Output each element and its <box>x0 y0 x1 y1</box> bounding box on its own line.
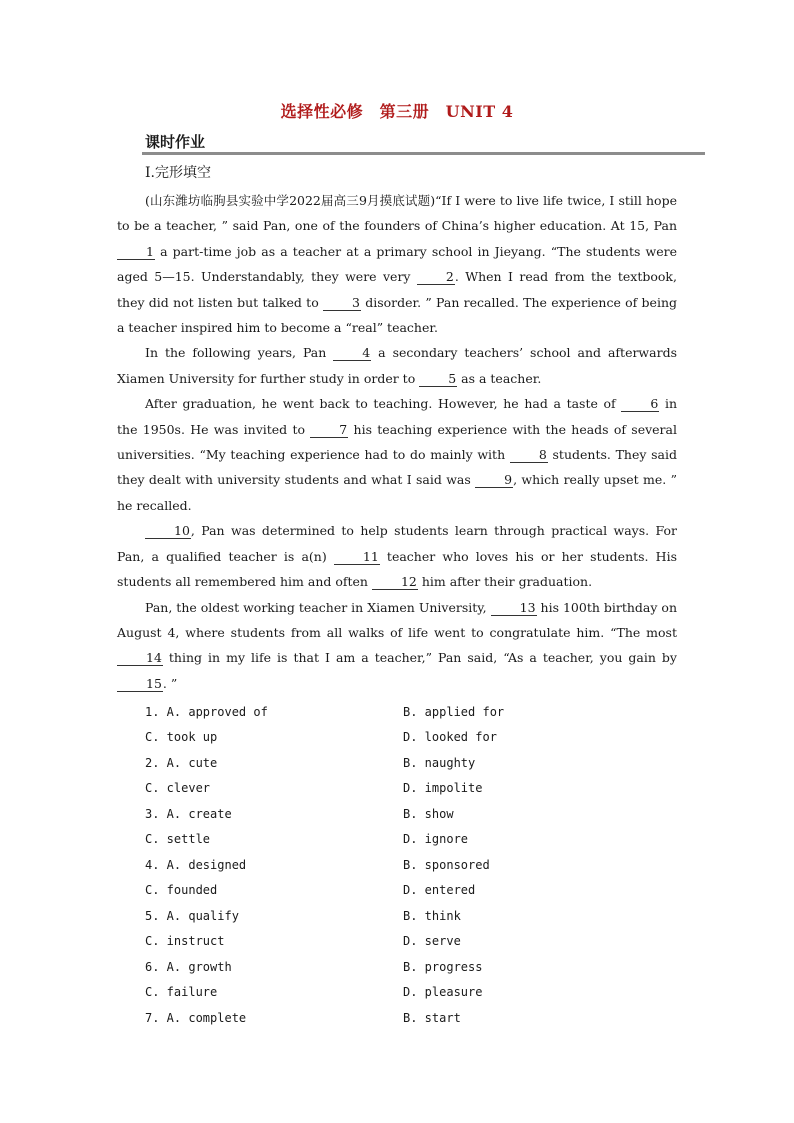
blank-5[interactable]: 5 <box>419 372 457 387</box>
option-left[interactable]: C. took up <box>145 730 218 745</box>
option-left[interactable]: C. founded <box>145 883 218 898</box>
blank-15[interactable]: 15 <box>117 677 163 692</box>
blank-12[interactable]: 12 <box>372 575 418 590</box>
part-heading: Ⅰ.完形填空 <box>145 165 211 181</box>
option-left[interactable]: 3. A. create <box>145 806 232 821</box>
option-right[interactable]: B. think <box>403 908 461 923</box>
option-left[interactable]: 2. A. cute <box>145 755 218 770</box>
passage-source: (山东潍坊临朐县实验中学2022届高三9月摸底试题) <box>145 193 436 208</box>
option-row <box>145 801 685 827</box>
passage-paragraph-1: (山东潍坊临朐县实验中学2022届高三9月摸底试题)“If I were to live life twice, I still hope to be a teacher, ” said Pan, one of the founders of China’s higher education. At 15, Pan 1 a part-time job as a teacher at a primary school in Jieyang. “The students were aged 5—15. Understandably, they were very 2. When I read from the textbook, they did not listen but talked to 3 disorder. ” Pan recalled. The experience of being a teacher inspired him to become a “real” teacher. <box>117 193 678 336</box>
option-left[interactable]: 6. A. growth <box>145 959 232 974</box>
answer-options <box>145 699 685 1031</box>
option-row <box>145 878 685 904</box>
option-row <box>145 903 685 929</box>
option-left[interactable]: C. failure <box>145 985 218 1000</box>
passage-paragraph-5: Pan, the oldest working teacher in Xiamen University, 13 his 100th birthday on August 4, where students from all walks of life went to congratulate him. “The most 14 thing in my life is that I am a teacher,” Pan said, “As a teacher, you gain by 15. ” <box>117 599 677 691</box>
option-right[interactable]: B. sponsored <box>403 857 490 872</box>
option-row <box>145 980 685 1006</box>
option-right[interactable]: B. start <box>403 1010 461 1025</box>
option-row <box>145 827 685 853</box>
blank-8[interactable]: 8 <box>510 448 548 463</box>
passage-paragraph-4: 10, Pan was determined to help students learn through practical ways. For Pan, a qualified teacher is a(n) 11 teacher who loves his or her students. His students all remembered him and often 12 him after their graduation. <box>117 523 677 590</box>
option-left[interactable]: C. clever <box>145 781 211 796</box>
option-right[interactable]: D. looked for <box>403 730 497 745</box>
blank-3[interactable]: 3 <box>323 296 361 311</box>
blank-4[interactable]: 4 <box>333 346 371 361</box>
option-left[interactable]: 1. A. approved of <box>145 704 268 719</box>
option-row <box>145 776 685 802</box>
option-right[interactable]: D. entered <box>403 883 476 898</box>
option-row <box>145 725 685 751</box>
blank-9[interactable]: 9 <box>475 473 513 488</box>
option-row <box>145 750 685 776</box>
blank-1[interactable]: 1 <box>117 245 155 260</box>
option-right[interactable]: B. applied for <box>403 704 505 719</box>
option-row <box>145 1005 685 1031</box>
option-row <box>145 699 685 725</box>
page-title: 选择性必修 第三册 UNIT 4 <box>280 102 514 121</box>
blank-6[interactable]: 6 <box>621 397 659 412</box>
option-row <box>145 954 685 980</box>
option-left[interactable]: 4. A. designed <box>145 857 247 872</box>
cloze-passage <box>117 188 677 696</box>
option-right[interactable]: D. ignore <box>403 832 469 847</box>
option-row <box>145 852 685 878</box>
section-heading: 课时作业 <box>145 133 206 151</box>
option-right[interactable]: D. impolite <box>403 781 483 796</box>
option-right[interactable]: B. show <box>403 806 454 821</box>
option-right[interactable]: B. progress <box>403 959 483 974</box>
option-row <box>145 929 685 955</box>
blank-2[interactable]: 2 <box>417 270 455 285</box>
blank-13[interactable]: 13 <box>491 601 537 616</box>
option-right[interactable]: D. pleasure <box>403 985 483 1000</box>
header-divider <box>142 152 705 155</box>
option-left[interactable]: 7. A. complete <box>145 1010 247 1025</box>
option-right[interactable]: B. naughty <box>403 755 476 770</box>
blank-14[interactable]: 14 <box>117 651 163 666</box>
passage-paragraph-2: In the following years, Pan 4 a secondary teachers’ school and afterwards Xiamen University for further study in order to 5 as a teacher. <box>117 345 677 386</box>
blank-7[interactable]: 7 <box>310 423 348 438</box>
option-left[interactable]: C. settle <box>145 832 211 847</box>
option-left[interactable]: 5. A. qualify <box>145 908 239 923</box>
option-left[interactable]: C. instruct <box>145 934 225 949</box>
blank-10[interactable]: 10 <box>145 524 191 539</box>
option-right[interactable]: D. serve <box>403 934 461 949</box>
blank-11[interactable]: 11 <box>334 550 380 565</box>
passage-paragraph-3: After graduation, he went back to teaching. However, he had a taste of 6 in the 1950s. He was invited to 7 his teaching experience with the heads of several universities. “My teaching experience had to do mainly with 8 students. They said they dealt with university students and what I said was 9, which really upset me. ” he recalled. <box>117 396 678 513</box>
